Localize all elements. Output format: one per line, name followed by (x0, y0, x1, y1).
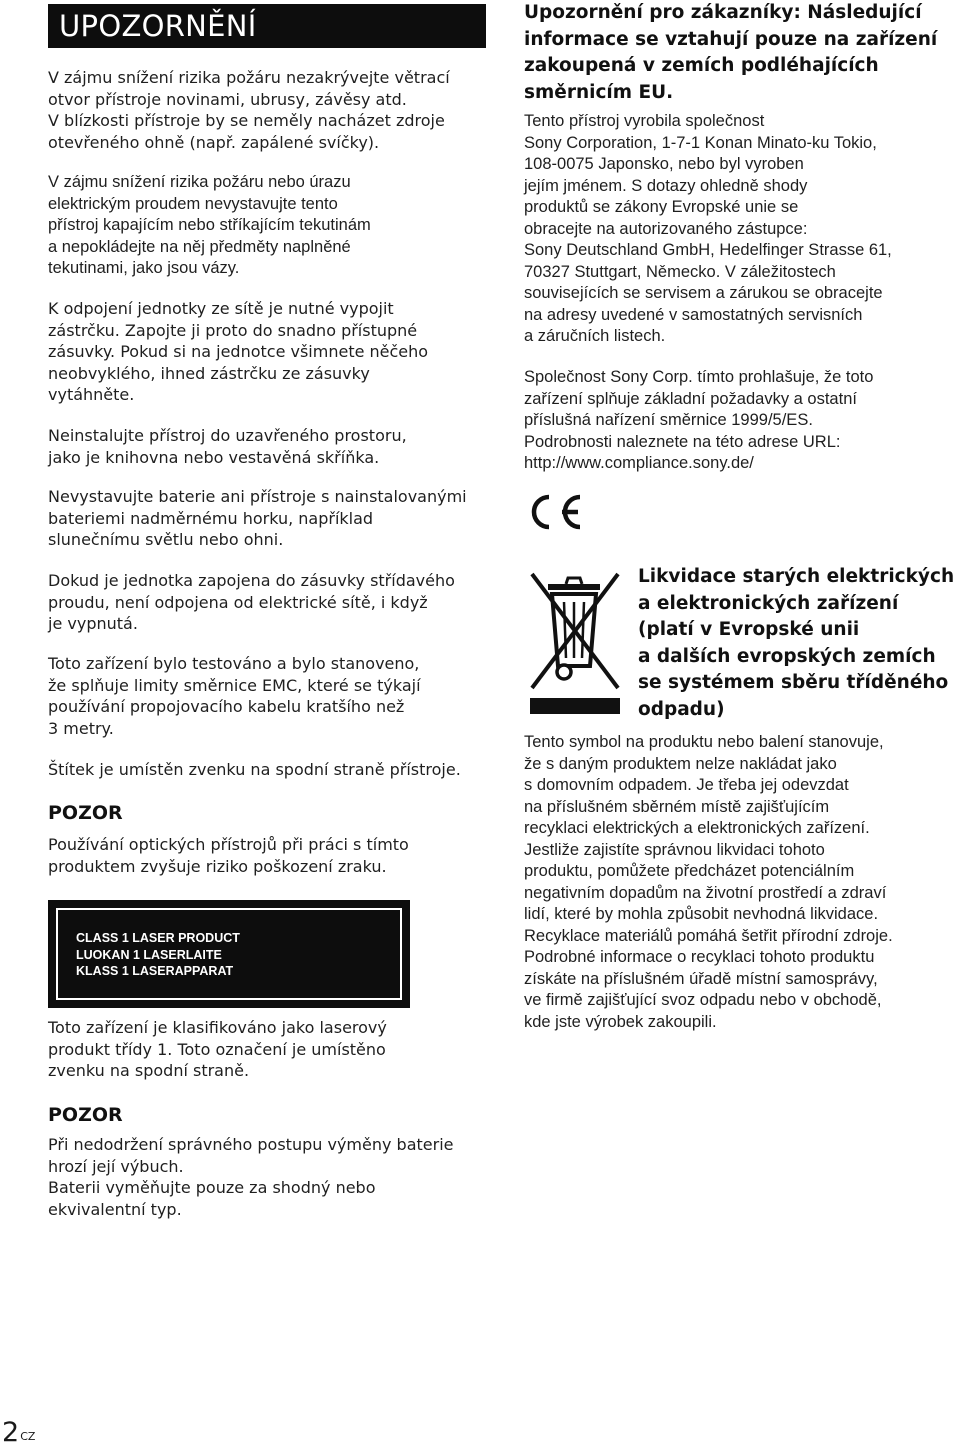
laser-classification-text: Toto zařízení je klasifikováno jako laserový produkt třídy 1. Toto označení je umístěno zvenku na spodní straně. (48, 1018, 387, 1080)
ce-mark-icon (524, 492, 584, 532)
page-number-value: 2 (2, 1417, 20, 1448)
caution-battery-text: Při nedodržení správného postupu výměny baterie hrozí její výbuch. Baterii vyměňujte pouze za shodný nebo ekvivalentní typ. (48, 1135, 454, 1219)
warning-unplug-text: K odpojení jednotky ze sítě je nutné vypojit zástrčku. Zapojte ji proto do snadno přístupné zásuvky. Pokud si na jednotce všimnete něčeho neobvyklého, ihned zástrčku ze zásuvky vytáhněte. (48, 299, 429, 404)
warning-enclosure-text: Neinstalujte přístroj do uzavřeného prostoru, jako je knihovna nebo vestavěná skříňka. (48, 426, 407, 467)
warning-ventilation-text: V zájmu snížení rizika požáru nezakrývejte větrací otvor přístroje novinami, ubrusy, závěsy atd. V blízkosti přístroje by se neměly nacházet zdroje otevřeného ohně (např. zapálené svíčky). (48, 68, 450, 152)
caution-optical-text: Používání optických přístrojů při práci s tímto produktem zvyšuje riziko poškození zraku. (48, 835, 409, 876)
page-number (2, 1418, 35, 1448)
caution-heading-battery: POZOR (48, 1104, 123, 1126)
emc-compliance-text: Toto zařízení bylo testováno a bylo stanoveno, že splňuje limity směrnice EMC, které se týkají používání propojovacího kabelu kratšího než 3 metry. (48, 654, 421, 738)
section-title-warning: UPOZORNĚNÍ (48, 4, 486, 48)
label-location-text: Štítek je umístěn zvenku na spodní straně přístroje. (48, 760, 461, 779)
warning-ac-power-text: Dokud je jednotka zapojena do zásuvky střídavého proudu, není odpojena od elektrické sítě, i když je vypnutá. (48, 571, 455, 633)
page-language-code: CZ (20, 1430, 36, 1443)
eu-manufacturer-text: Tento přístroj vyrobila společnost Sony Corporation, 1-7-1 Konan Minato-ku Tokio, 108-0075 Japonsko, nebo byl vyroben jejím jménem. S dotazy ohledně shody produktů se zákony Evropské unie se obracejte na autorizovaného zástupce: Sony Deutschland GmbH, Hedelfinger Strasse 61, 70327 Stuttgart, Německo. V záležitostech souvisejících se servisem a zárukou se obracejte na adresy uvedené v samostatných servisních a záručních listech. (524, 112, 892, 345)
crossed-out-wheelie-bin-icon (524, 566, 624, 716)
warning-battery-heat-text: Nevystavujte baterie ani přístroje s nainstalovanými bateriemi nadměrnému horku, například slunečnímu světlu nebo ohni. (48, 487, 467, 549)
weee-disposal-text: Tento symbol na produktu nebo balení stanovuje, že s daným produktem nelze nakládat jako s domovním odpadem. Je třeba jej odevzdat na příslušném sběrném místě zajišťujícím recyklaci elektrických a elektronických zařízení. Jestliže zajistíte správnou likvidaci tohoto produktu, pomůžete předcházet potenciálním negativním dopadům na životní prostředí a zdraví lidí, které by mohla způsobit nevhodná likvidace. Recyklace materiálů pomáhá šetřit přírodní zdroje. Podrobné informace o recyklaci tohoto produktu získáte na příslušném úřadě místní samosprávy, ve firmě zajišťující svoz odpadu nebo v obchodě, kde jste výrobek zakoupili. (524, 733, 893, 1031)
laser-class-label-text: CLASS 1 LASER PRODUCT LUOKAN 1 LASERLAITE KLASS 1 LASERAPPARAT (56, 908, 402, 1000)
weee-heading: Likvidace starých elektrických a elektronických zařízení (platí v Evropské unii a dalších evropských zemích se systémem sběru tříděného odpadu) (638, 566, 955, 720)
sony-declaration-text: Společnost Sony Corp. tímto prohlašuje, že toto zařízení splňuje základní požadavky a ostatní příslušná nařízení směrnice 1999/5/ES. Podrobnosti naleznete na této adrese URL: http://www.compliance.sony.de/ (524, 368, 874, 472)
warning-liquids-text: V zájmu snížení rizika požáru nebo úrazu elektrickým proudem nevystavujte tento přístroj kapajícím nebo stříkajícím tekutinám a nepokládejte na něj předměty naplněné tekutinami, jako jsou vázy. (48, 173, 371, 277)
caution-heading-optical: POZOR (48, 802, 123, 824)
eu-customers-heading: Upozornění pro zákazníky: Následující informace se vztahují pouze na zařízení zakoupená v zemích podléhajících směrnicím EU. (524, 2, 938, 103)
laser-class-label (48, 900, 410, 1008)
